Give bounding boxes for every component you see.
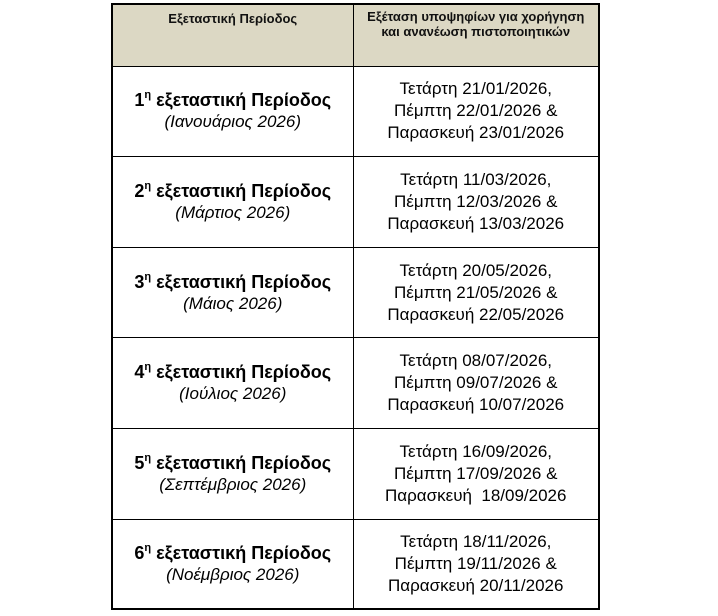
period-ordinal-suffix: η	[144, 179, 152, 192]
table-row	[112, 247, 599, 338]
date-line: Τετάρτη 21/01/2026,	[399, 79, 553, 99]
period-number: 2	[134, 180, 145, 201]
period-ordinal-suffix: η	[144, 541, 152, 554]
period-cell	[112, 519, 353, 609]
table-row	[112, 157, 599, 248]
period-label: εξεταστική Περίοδος	[156, 180, 332, 201]
date-line: Τετάρτη 16/09/2026,	[399, 441, 553, 461]
date-line: Τετάρτη 20/05/2026,	[399, 260, 553, 280]
date-line: Παρασκευή 13/03/2026	[387, 213, 565, 233]
table-header	[112, 4, 599, 66]
period-cell	[112, 66, 353, 157]
table-row	[112, 519, 599, 609]
period-ordinal-suffix: η	[144, 89, 152, 102]
date-line: Παρασκευή 10/07/2026	[387, 395, 565, 415]
period-cell	[112, 247, 353, 338]
period-label: εξεταστική Περίοδος	[156, 452, 332, 473]
period-month: (Ιούλιος 2026)	[179, 384, 287, 404]
period-cell	[112, 157, 353, 248]
date-line: Πέμπτη 12/03/2026 &	[394, 191, 558, 211]
table-body	[112, 66, 599, 609]
header-row	[112, 4, 599, 66]
date-line: Τετάρτη 08/07/2026,	[399, 351, 553, 371]
dates-cell	[353, 157, 599, 248]
table-row	[112, 429, 599, 520]
dates-cell	[353, 66, 599, 157]
dates-cell	[353, 247, 599, 338]
dates-cell	[353, 519, 599, 609]
period-number: 1	[134, 90, 145, 111]
period-cell	[112, 338, 353, 429]
date-line: Πέμπτη 17/09/2026 &	[394, 463, 558, 483]
period-month: (Ιανουάριος 2026)	[164, 112, 302, 132]
period-number: 5	[134, 452, 145, 473]
period-number: 3	[134, 271, 145, 292]
period-cell	[112, 429, 353, 520]
date-line: Πέμπτη 19/11/2026 &	[394, 553, 557, 573]
date-line: Τετάρτη 11/03/2026,	[400, 169, 552, 189]
date-line: Παρασκευή 22/05/2026	[387, 304, 565, 324]
header-exam-candidates: Εξέταση υποψηφίων για χορήγηση και ανανέωση πιστοποιητικών	[353, 4, 599, 66]
period-title	[113, 452, 353, 474]
period-title	[113, 542, 353, 564]
date-line: Τετάρτη 18/11/2026,	[400, 531, 552, 551]
dates-cell	[353, 429, 599, 520]
period-title	[113, 271, 353, 293]
period-label: εξεταστική Περίοδος	[156, 90, 332, 111]
period-ordinal-suffix: η	[144, 270, 152, 283]
table-row	[112, 66, 599, 157]
period-title	[113, 180, 353, 202]
date-line: Παρασκευή 18/09/2026	[385, 485, 567, 505]
period-title	[113, 361, 353, 383]
table-row	[112, 338, 599, 429]
period-month: (Νοέμβριος 2026)	[166, 564, 300, 584]
period-month: (Μάρτιος 2026)	[175, 202, 291, 222]
period-number: 6	[134, 542, 145, 563]
date-line: Πέμπτη 09/07/2026 &	[394, 373, 558, 393]
period-label: εξεταστική Περίοδος	[156, 362, 332, 383]
date-line: Παρασκευή 20/11/2026	[388, 575, 564, 595]
date-line: Πέμπτη 21/05/2026 &	[394, 282, 558, 302]
date-line: Παρασκευή 23/01/2026	[387, 123, 565, 143]
period-month: (Σεπτέμβριος 2026)	[159, 474, 307, 494]
period-month: (Μάιος 2026)	[183, 293, 283, 313]
dates-cell	[353, 338, 599, 429]
period-label: εξεταστική Περίοδος	[156, 271, 332, 292]
period-ordinal-suffix: η	[144, 361, 152, 374]
header-exam-period: Εξεταστική Περίοδος	[112, 4, 353, 66]
date-line: Πέμπτη 22/01/2026 &	[394, 101, 558, 121]
period-number: 4	[134, 362, 145, 383]
exam-schedule-table	[111, 3, 600, 610]
period-title	[113, 89, 353, 111]
period-label: εξεταστική Περίοδος	[156, 542, 332, 563]
period-ordinal-suffix: η	[144, 451, 152, 464]
